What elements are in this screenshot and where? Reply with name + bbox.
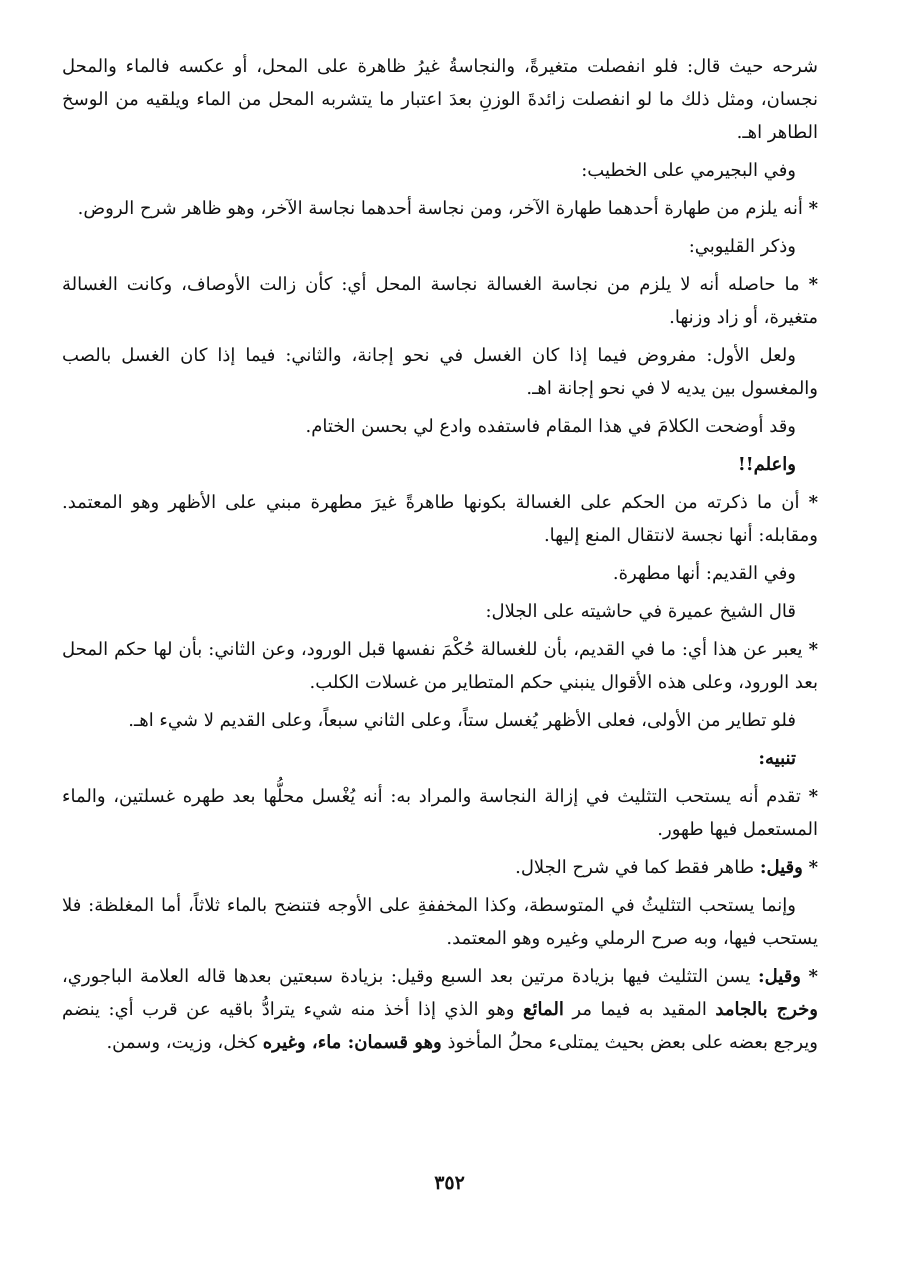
paragraph-first-second (62, 339, 818, 405)
text-umayra-quote: يعبر عن هذا أي: ما في القديم، بأن للغسالة حُكْمَ نفسها قبل الورود، وعن الثاني: بأن لها حكم المحل بعد الورود، وعلى هذه الأقوال ينبني حكم المتطاير من غسلات الكلب. (62, 639, 818, 693)
text-qila-2a: يسن التثليث فيها بزيادة مرتين بعد السبع وقيل: بزيادة سبعتين بعدها قاله العلامة الباجوري، (62, 966, 751, 987)
paragraph-qalyubi-quote (62, 268, 818, 334)
bullet-star-icon: * (808, 639, 818, 660)
paragraph-sharh (62, 50, 818, 149)
paragraph-qila-2 (62, 960, 818, 1059)
term-jamid: وخرج بالجامد (715, 999, 818, 1020)
bullet-star-icon: * (808, 274, 818, 295)
text-qila-1: طاهر فقط كما في شرح الجلال. (515, 857, 755, 878)
text-splash: فلو تطاير من الأولى، فعلى الأظهر يُغسل ستاً، وعلى الثاني سبعاً، وعلى القديم لا شيء اهـ. (128, 710, 796, 731)
text-first-second: ولعل الأول: مفروض فيما إذا كان الغسل في نحو إجانة، والثاني: فيما إذا كان الغسل بالصب والمغسول بين يديه لا في نحو إجانة اهـ. (62, 345, 818, 399)
page-number: ٣٥٢ (434, 1172, 465, 1194)
paragraph-ruling (62, 486, 818, 552)
paragraph-qadim (62, 557, 818, 590)
text-qadim: وفي القديم: أنها مطهرة. (612, 563, 796, 584)
text-qila-2c: المقيد به فيما مر (572, 999, 707, 1020)
text-umayra-intro: قال الشيخ عميرة في حاشيته على الجلال: (485, 601, 796, 622)
bullet-star-icon: * (808, 198, 818, 219)
heading-notice: تنبيه: (758, 748, 796, 769)
text-qalyubi-quote: ما حاصله أنه لا يلزم من نجاسة الغسالة نجاسة المحل أي: كأن زالت الأوصاف، وكانت الغسالة متغيرة، أو زاد وزنها. (62, 274, 818, 328)
lead-qila: وقيل: (757, 966, 801, 987)
bullet-star-icon: * (808, 492, 818, 513)
paragraph-qila-1 (62, 851, 818, 884)
term-qismani: وهو قسمان: ماء، وغيره (262, 1032, 442, 1053)
bullet-star-icon: * (808, 786, 818, 807)
paragraph-qalyubi-intro (62, 230, 818, 263)
text-ruling: أن ما ذكرته من الحكم على الغسالة بكونها طاهرةً غيرَ مطهرة مبني على الأظهر وهو المعتمد. ومقابله: أنها نجسة لانتقال المنع إليها. (62, 492, 818, 546)
paragraph-clarified (62, 410, 818, 443)
paragraph-splash (62, 704, 818, 737)
paragraph-bujayrimi-quote (62, 192, 818, 225)
paragraph-umayra-quote (62, 633, 818, 699)
text-mutawassita: وإنما يستحب التثليثُ في المتوسطة، وكذا المخففةِ على الأوجه فتنضح بالماء ثلاثاً، أما المغلظة: فلا يستحب فيها، وبه صرح الرملي وغيره وهو المعتمد. (62, 895, 818, 949)
text-bujayrimi-intro: وفي البجيرمي على الخطيب: (581, 160, 796, 181)
text-qalyubi-intro: وذكر القليوبي: (688, 236, 796, 257)
heading-know: واعلم!! (737, 454, 796, 475)
text-bujayrimi-quote: أنه يلزم من طهارة أحدهما طهارة الآخر، ومن نجاسة أحدهما نجاسة الآخر، وهو ظاهر شرح الروض. (77, 198, 803, 219)
paragraph-tathlith (62, 780, 818, 846)
paragraph-bujayrimi-intro (62, 154, 818, 187)
text-clarified: وقد أوضحت الكلامَ في هذا المقام فاستفده وادع لي بحسن الختام. (305, 416, 796, 437)
page-body (62, 50, 818, 1064)
paragraph-mutawassita (62, 889, 818, 955)
text-sharh: شرحه حيث قال: فلو انفصلت متغيرةً، والنجاسةُ غيرُ ظاهرة على المحل، أو عكسه فالماء والمحل نجسان، ومثل ذلك ما لو انفصلت زائدةَ الوزنِ بعدَ اعتبار ما يتشربه المحل من الماء ويلقيه من الوسخ الطاهر اهـ. (62, 56, 818, 143)
text-qila-2g: كخل، وزيت، وسمن. (106, 1032, 258, 1053)
paragraph-umayra-intro (62, 595, 818, 628)
lead-qila: وقيل: (759, 857, 803, 878)
text-qila-2e: وهو الذي إذا أخذ منه شيء يترادُّ باقيه عن قرب أي: ينضم ويرجع بعضه على بعض بحيث يمتلىء محلُ المأخوذ (62, 999, 818, 1053)
bullet-star-icon: * (808, 857, 818, 878)
text-tathlith: تقدم أنه يستحب التثليث في إزالة النجاسة والمراد به: أنه يُغْسل محلُّها بعد طهره غسلتين، والماء المستعمل فيها طهور. (62, 786, 818, 840)
term-mai: المائع (522, 999, 564, 1020)
bullet-star-icon: * (808, 966, 818, 987)
